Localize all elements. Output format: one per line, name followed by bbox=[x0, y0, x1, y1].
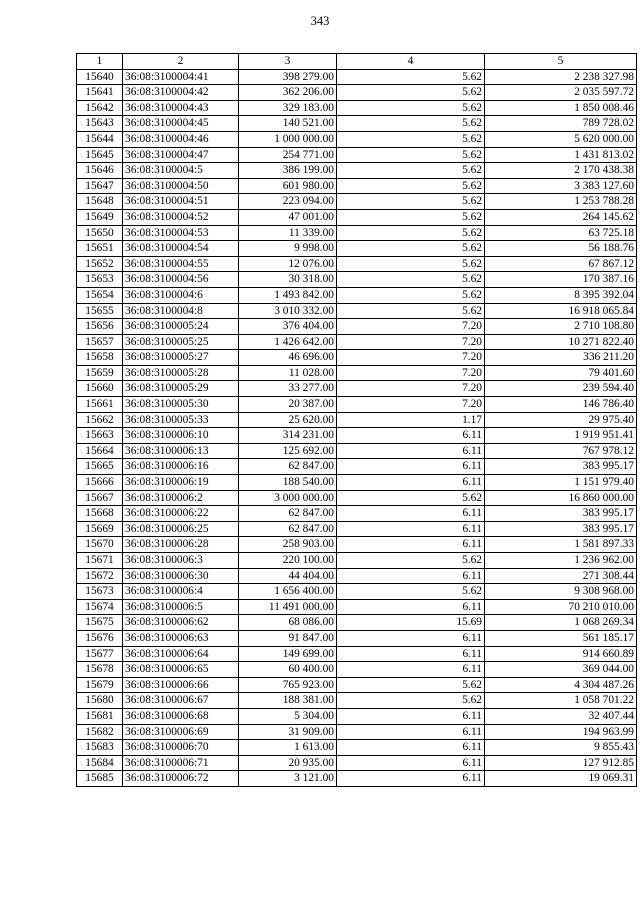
area-cell: 9 998.00 bbox=[239, 241, 337, 257]
cadastral-number-cell: 36:08:3100005:27 bbox=[123, 350, 239, 366]
column-header: 2 bbox=[123, 54, 239, 70]
rate-cell: 5.62 bbox=[337, 147, 485, 163]
table-row bbox=[77, 755, 637, 771]
cadastral-number-cell: 36:08:3100006:72 bbox=[123, 771, 239, 787]
area-cell: 11 339.00 bbox=[239, 225, 337, 241]
table-body bbox=[77, 69, 637, 786]
value-cell: 5 620 000.00 bbox=[485, 131, 637, 147]
table-row bbox=[77, 209, 637, 225]
rate-cell: 5.62 bbox=[337, 693, 485, 709]
area-cell: 765 923.00 bbox=[239, 677, 337, 693]
row-number-cell: 15679 bbox=[77, 677, 123, 693]
table-row bbox=[77, 147, 637, 163]
rate-cell: 5.62 bbox=[337, 178, 485, 194]
row-number-cell: 15656 bbox=[77, 319, 123, 335]
area-cell: 1 613.00 bbox=[239, 740, 337, 756]
rate-cell: 5.62 bbox=[337, 225, 485, 241]
cadastral-number-cell: 36:08:3100004:43 bbox=[123, 100, 239, 116]
column-header: 3 bbox=[239, 54, 337, 70]
page-number: 343 bbox=[310, 14, 330, 28]
table-row bbox=[77, 397, 637, 413]
value-cell: 1 253 788.28 bbox=[485, 194, 637, 210]
area-cell: 188 381.00 bbox=[239, 693, 337, 709]
table-row bbox=[77, 771, 637, 787]
cadastral-number-cell: 36:08:3100005:29 bbox=[123, 381, 239, 397]
cadastral-number-cell: 36:08:3100006:70 bbox=[123, 740, 239, 756]
value-cell: 239 594.40 bbox=[485, 381, 637, 397]
area-cell: 601 980.00 bbox=[239, 178, 337, 194]
value-cell: 10 271 822.40 bbox=[485, 334, 637, 350]
cadastral-number-cell: 36:08:3100006:62 bbox=[123, 615, 239, 631]
value-cell: 63 725.18 bbox=[485, 225, 637, 241]
row-number-cell: 15664 bbox=[77, 443, 123, 459]
value-cell: 369 044.00 bbox=[485, 662, 637, 678]
table-row bbox=[77, 319, 637, 335]
value-cell: 79 401.60 bbox=[485, 365, 637, 381]
table-row bbox=[77, 630, 637, 646]
rate-cell: 6.11 bbox=[337, 771, 485, 787]
cadastral-number-cell: 36:08:3100006:2 bbox=[123, 490, 239, 506]
row-number-cell: 15657 bbox=[77, 334, 123, 350]
value-cell: 8 395 392.04 bbox=[485, 287, 637, 303]
area-cell: 5 304.00 bbox=[239, 708, 337, 724]
value-cell: 16 918 065.84 bbox=[485, 303, 637, 319]
value-cell: 4 304 487.26 bbox=[485, 677, 637, 693]
value-cell: 1 581 897.33 bbox=[485, 537, 637, 553]
area-cell: 329 183.00 bbox=[239, 100, 337, 116]
row-number-cell: 15667 bbox=[77, 490, 123, 506]
cadastral-number-cell: 36:08:3100005:30 bbox=[123, 397, 239, 413]
value-cell: 170 387.16 bbox=[485, 272, 637, 288]
value-cell: 2 170 438.38 bbox=[485, 163, 637, 179]
column-header: 5 bbox=[485, 54, 637, 70]
area-cell: 3 000 000.00 bbox=[239, 490, 337, 506]
area-cell: 12 076.00 bbox=[239, 256, 337, 272]
area-cell: 258 903.00 bbox=[239, 537, 337, 553]
cadastral-number-cell: 36:08:3100006:30 bbox=[123, 568, 239, 584]
value-cell: 19 069.31 bbox=[485, 771, 637, 787]
area-cell: 223 094.00 bbox=[239, 194, 337, 210]
table-row bbox=[77, 740, 637, 756]
area-cell: 44 404.00 bbox=[239, 568, 337, 584]
row-number-cell: 15670 bbox=[77, 537, 123, 553]
row-number-cell: 15647 bbox=[77, 178, 123, 194]
area-cell: 30 318.00 bbox=[239, 272, 337, 288]
area-cell: 376 404.00 bbox=[239, 319, 337, 335]
cadastral-number-cell: 36:08:3100004:45 bbox=[123, 116, 239, 132]
cadastral-number-cell: 36:08:3100005:25 bbox=[123, 334, 239, 350]
row-number-cell: 15666 bbox=[77, 475, 123, 491]
table-row bbox=[77, 350, 637, 366]
value-cell: 789 728.02 bbox=[485, 116, 637, 132]
cadastral-number-cell: 36:08:3100006:3 bbox=[123, 553, 239, 569]
table-row bbox=[77, 365, 637, 381]
area-cell: 362 206.00 bbox=[239, 85, 337, 101]
table-row bbox=[77, 225, 637, 241]
value-cell: 1 058 701.22 bbox=[485, 693, 637, 709]
row-number-cell: 15640 bbox=[77, 69, 123, 85]
row-number-cell: 15680 bbox=[77, 693, 123, 709]
table-row bbox=[77, 662, 637, 678]
rate-cell: 6.11 bbox=[337, 662, 485, 678]
area-cell: 149 699.00 bbox=[239, 646, 337, 662]
value-cell: 9 308 968.00 bbox=[485, 584, 637, 600]
value-cell: 2 238 327.98 bbox=[485, 69, 637, 85]
value-cell: 1 850 008.46 bbox=[485, 100, 637, 116]
cadastral-number-cell: 36:08:3100006:66 bbox=[123, 677, 239, 693]
value-cell: 767 978.12 bbox=[485, 443, 637, 459]
area-cell: 11 028.00 bbox=[239, 365, 337, 381]
table-row bbox=[77, 116, 637, 132]
row-number-cell: 15685 bbox=[77, 771, 123, 787]
table-row bbox=[77, 646, 637, 662]
row-number-cell: 15642 bbox=[77, 100, 123, 116]
cadastral-number-cell: 36:08:3100004:51 bbox=[123, 194, 239, 210]
rate-cell: 5.62 bbox=[337, 287, 485, 303]
rate-cell: 6.11 bbox=[337, 428, 485, 444]
rate-cell: 5.62 bbox=[337, 194, 485, 210]
value-cell: 127 912.85 bbox=[485, 755, 637, 771]
table-header-row bbox=[77, 54, 637, 70]
row-number-cell: 15663 bbox=[77, 428, 123, 444]
rate-cell: 5.62 bbox=[337, 490, 485, 506]
rate-cell: 6.11 bbox=[337, 755, 485, 771]
rate-cell: 6.11 bbox=[337, 708, 485, 724]
value-cell: 194 963.99 bbox=[485, 724, 637, 740]
cadastral-number-cell: 36:08:3100004:41 bbox=[123, 69, 239, 85]
row-number-cell: 15665 bbox=[77, 459, 123, 475]
area-cell: 140 521.00 bbox=[239, 116, 337, 132]
value-cell: 146 786.40 bbox=[485, 397, 637, 413]
table-row bbox=[77, 490, 637, 506]
cadastral-number-cell: 36:08:3100004:47 bbox=[123, 147, 239, 163]
cadastral-number-cell: 36:08:3100004:46 bbox=[123, 131, 239, 147]
value-cell: 1 151 979.40 bbox=[485, 475, 637, 491]
rate-cell: 6.11 bbox=[337, 443, 485, 459]
column-header: 1 bbox=[77, 54, 123, 70]
row-number-cell: 15678 bbox=[77, 662, 123, 678]
row-number-cell: 15651 bbox=[77, 241, 123, 257]
table-row bbox=[77, 459, 637, 475]
area-cell: 1 000 000.00 bbox=[239, 131, 337, 147]
row-number-cell: 15662 bbox=[77, 412, 123, 428]
rate-cell: 5.62 bbox=[337, 116, 485, 132]
row-number-cell: 15675 bbox=[77, 615, 123, 631]
area-cell: 188 540.00 bbox=[239, 475, 337, 491]
area-cell: 31 909.00 bbox=[239, 724, 337, 740]
value-cell: 32 407.44 bbox=[485, 708, 637, 724]
rate-cell: 6.11 bbox=[337, 475, 485, 491]
value-cell: 9 855.43 bbox=[485, 740, 637, 756]
value-cell: 383 995.17 bbox=[485, 521, 637, 537]
area-cell: 47 001.00 bbox=[239, 209, 337, 225]
rate-cell: 6.11 bbox=[337, 459, 485, 475]
value-cell: 336 211.20 bbox=[485, 350, 637, 366]
table-row bbox=[77, 428, 637, 444]
cadastral-number-cell: 36:08:3100006:13 bbox=[123, 443, 239, 459]
cadastral-number-cell: 36:08:3100006:4 bbox=[123, 584, 239, 600]
row-number-cell: 15677 bbox=[77, 646, 123, 662]
area-cell: 125 692.00 bbox=[239, 443, 337, 459]
row-number-cell: 15645 bbox=[77, 147, 123, 163]
row-number-cell: 15671 bbox=[77, 553, 123, 569]
cadastral-number-cell: 36:08:3100006:10 bbox=[123, 428, 239, 444]
cadastral-number-cell: 36:08:3100006:69 bbox=[123, 724, 239, 740]
table-row bbox=[77, 256, 637, 272]
rate-cell: 5.62 bbox=[337, 209, 485, 225]
row-number-cell: 15668 bbox=[77, 506, 123, 522]
table-row bbox=[77, 163, 637, 179]
rate-cell: 1.17 bbox=[337, 412, 485, 428]
column-header: 4 bbox=[337, 54, 485, 70]
table-row bbox=[77, 381, 637, 397]
row-number-cell: 15676 bbox=[77, 630, 123, 646]
cadastral-number-cell: 36:08:3100004:54 bbox=[123, 241, 239, 257]
area-cell: 33 277.00 bbox=[239, 381, 337, 397]
value-cell: 1 236 962.00 bbox=[485, 553, 637, 569]
rate-cell: 7.20 bbox=[337, 350, 485, 366]
cadastral-number-cell: 36:08:3100006:64 bbox=[123, 646, 239, 662]
table-row bbox=[77, 178, 637, 194]
cadastral-number-cell: 36:08:3100006:22 bbox=[123, 506, 239, 522]
table-row bbox=[77, 724, 637, 740]
cadastral-number-cell: 36:08:3100004:55 bbox=[123, 256, 239, 272]
table-row bbox=[77, 568, 637, 584]
cadastral-number-cell: 36:08:3100005:33 bbox=[123, 412, 239, 428]
rate-cell: 6.11 bbox=[337, 724, 485, 740]
table-row bbox=[77, 506, 637, 522]
area-cell: 62 847.00 bbox=[239, 459, 337, 475]
row-number-cell: 15648 bbox=[77, 194, 123, 210]
cadastral-number-cell: 36:08:3100004:6 bbox=[123, 287, 239, 303]
cadastral-number-cell: 36:08:3100006:28 bbox=[123, 537, 239, 553]
rate-cell: 6.11 bbox=[337, 599, 485, 615]
value-cell: 914 660.89 bbox=[485, 646, 637, 662]
rate-cell: 5.62 bbox=[337, 85, 485, 101]
row-number-cell: 15661 bbox=[77, 397, 123, 413]
data-table bbox=[76, 53, 637, 787]
row-number-cell: 15672 bbox=[77, 568, 123, 584]
value-cell: 29 975.40 bbox=[485, 412, 637, 428]
value-cell: 383 995.17 bbox=[485, 459, 637, 475]
rate-cell: 5.62 bbox=[337, 241, 485, 257]
area-cell: 1 656 400.00 bbox=[239, 584, 337, 600]
area-cell: 62 847.00 bbox=[239, 521, 337, 537]
rate-cell: 7.20 bbox=[337, 334, 485, 350]
area-cell: 20 935.00 bbox=[239, 755, 337, 771]
area-cell: 60 400.00 bbox=[239, 662, 337, 678]
row-number-cell: 15643 bbox=[77, 116, 123, 132]
table-row bbox=[77, 677, 637, 693]
rate-cell: 5.62 bbox=[337, 131, 485, 147]
value-cell: 67 867.12 bbox=[485, 256, 637, 272]
row-number-cell: 15646 bbox=[77, 163, 123, 179]
table-row bbox=[77, 131, 637, 147]
area-cell: 386 199.00 bbox=[239, 163, 337, 179]
table-row bbox=[77, 553, 637, 569]
area-cell: 3 010 332.00 bbox=[239, 303, 337, 319]
row-number-cell: 15653 bbox=[77, 272, 123, 288]
area-cell: 25 620.00 bbox=[239, 412, 337, 428]
area-cell: 220 100.00 bbox=[239, 553, 337, 569]
cadastral-number-cell: 36:08:3100006:65 bbox=[123, 662, 239, 678]
value-cell: 1 919 951.41 bbox=[485, 428, 637, 444]
cadastral-number-cell: 36:08:3100006:71 bbox=[123, 755, 239, 771]
cadastral-number-cell: 36:08:3100004:56 bbox=[123, 272, 239, 288]
area-cell: 68 086.00 bbox=[239, 615, 337, 631]
cadastral-number-cell: 36:08:3100004:50 bbox=[123, 178, 239, 194]
rate-cell: 6.11 bbox=[337, 646, 485, 662]
value-cell: 56 188.76 bbox=[485, 241, 637, 257]
cadastral-number-cell: 36:08:3100006:63 bbox=[123, 630, 239, 646]
table-row bbox=[77, 708, 637, 724]
table-row bbox=[77, 194, 637, 210]
rate-cell: 6.11 bbox=[337, 740, 485, 756]
table-row bbox=[77, 272, 637, 288]
area-cell: 1 493 842.00 bbox=[239, 287, 337, 303]
cadastral-number-cell: 36:08:3100005:24 bbox=[123, 319, 239, 335]
table-row bbox=[77, 584, 637, 600]
cadastral-number-cell: 36:08:3100006:19 bbox=[123, 475, 239, 491]
cadastral-number-cell: 36:08:3100006:25 bbox=[123, 521, 239, 537]
rate-cell: 5.62 bbox=[337, 69, 485, 85]
rate-cell: 6.11 bbox=[337, 506, 485, 522]
row-number-cell: 15682 bbox=[77, 724, 123, 740]
row-number-cell: 15674 bbox=[77, 599, 123, 615]
value-cell: 271 308.44 bbox=[485, 568, 637, 584]
rate-cell: 5.62 bbox=[337, 303, 485, 319]
table-row bbox=[77, 615, 637, 631]
cadastral-number-cell: 36:08:3100004:42 bbox=[123, 85, 239, 101]
row-number-cell: 15681 bbox=[77, 708, 123, 724]
area-cell: 254 771.00 bbox=[239, 147, 337, 163]
table-row bbox=[77, 100, 637, 116]
cadastral-number-cell: 36:08:3100006:16 bbox=[123, 459, 239, 475]
area-cell: 314 231.00 bbox=[239, 428, 337, 444]
rate-cell: 5.62 bbox=[337, 584, 485, 600]
cadastral-number-cell: 36:08:3100006:67 bbox=[123, 693, 239, 709]
rate-cell: 6.11 bbox=[337, 630, 485, 646]
row-number-cell: 15660 bbox=[77, 381, 123, 397]
table-row bbox=[77, 69, 637, 85]
table-row bbox=[77, 693, 637, 709]
row-number-cell: 15654 bbox=[77, 287, 123, 303]
area-cell: 46 696.00 bbox=[239, 350, 337, 366]
value-cell: 2 710 108.80 bbox=[485, 319, 637, 335]
table-row bbox=[77, 475, 637, 491]
value-cell: 70 210 010.00 bbox=[485, 599, 637, 615]
rate-cell: 5.62 bbox=[337, 553, 485, 569]
table-row bbox=[77, 412, 637, 428]
value-cell: 3 383 127.60 bbox=[485, 178, 637, 194]
area-cell: 62 847.00 bbox=[239, 506, 337, 522]
row-number-cell: 15658 bbox=[77, 350, 123, 366]
row-number-cell: 15673 bbox=[77, 584, 123, 600]
rate-cell: 5.62 bbox=[337, 677, 485, 693]
row-number-cell: 15641 bbox=[77, 85, 123, 101]
value-cell: 2 035 597.72 bbox=[485, 85, 637, 101]
rate-cell: 7.20 bbox=[337, 365, 485, 381]
row-number-cell: 15650 bbox=[77, 225, 123, 241]
row-number-cell: 15652 bbox=[77, 256, 123, 272]
rate-cell: 7.20 bbox=[337, 319, 485, 335]
rate-cell: 7.20 bbox=[337, 397, 485, 413]
row-number-cell: 15655 bbox=[77, 303, 123, 319]
cadastral-number-cell: 36:08:3100004:5 bbox=[123, 163, 239, 179]
value-cell: 1 068 269.34 bbox=[485, 615, 637, 631]
row-number-cell: 15644 bbox=[77, 131, 123, 147]
rate-cell: 5.62 bbox=[337, 163, 485, 179]
table-row bbox=[77, 537, 637, 553]
value-cell: 383 995.17 bbox=[485, 506, 637, 522]
area-cell: 91 847.00 bbox=[239, 630, 337, 646]
row-number-cell: 15683 bbox=[77, 740, 123, 756]
value-cell: 561 185.17 bbox=[485, 630, 637, 646]
cadastral-number-cell: 36:08:3100005:28 bbox=[123, 365, 239, 381]
rate-cell: 5.62 bbox=[337, 100, 485, 116]
area-cell: 20 387.00 bbox=[239, 397, 337, 413]
table-row bbox=[77, 443, 637, 459]
row-number-cell: 15669 bbox=[77, 521, 123, 537]
table-row bbox=[77, 85, 637, 101]
area-cell: 11 491 000.00 bbox=[239, 599, 337, 615]
cadastral-number-cell: 36:08:3100004:8 bbox=[123, 303, 239, 319]
area-cell: 3 121.00 bbox=[239, 771, 337, 787]
value-cell: 1 431 813.02 bbox=[485, 147, 637, 163]
table-row bbox=[77, 303, 637, 319]
cadastral-number-cell: 36:08:3100006:5 bbox=[123, 599, 239, 615]
area-cell: 398 279.00 bbox=[239, 69, 337, 85]
cadastral-number-cell: 36:08:3100006:68 bbox=[123, 708, 239, 724]
value-cell: 16 860 000.00 bbox=[485, 490, 637, 506]
rate-cell: 6.11 bbox=[337, 537, 485, 553]
rate-cell: 5.62 bbox=[337, 256, 485, 272]
table-row bbox=[77, 241, 637, 257]
rate-cell: 6.11 bbox=[337, 521, 485, 537]
table-row bbox=[77, 287, 637, 303]
rate-cell: 15.69 bbox=[337, 615, 485, 631]
row-number-cell: 15649 bbox=[77, 209, 123, 225]
table-row bbox=[77, 521, 637, 537]
rate-cell: 6.11 bbox=[337, 568, 485, 584]
value-cell: 264 145.62 bbox=[485, 209, 637, 225]
cadastral-number-cell: 36:08:3100004:53 bbox=[123, 225, 239, 241]
rate-cell: 7.20 bbox=[337, 381, 485, 397]
rate-cell: 5.62 bbox=[337, 272, 485, 288]
cadastral-number-cell: 36:08:3100004:52 bbox=[123, 209, 239, 225]
row-number-cell: 15684 bbox=[77, 755, 123, 771]
table-row bbox=[77, 599, 637, 615]
table-row bbox=[77, 334, 637, 350]
row-number-cell: 15659 bbox=[77, 365, 123, 381]
area-cell: 1 426 642.00 bbox=[239, 334, 337, 350]
